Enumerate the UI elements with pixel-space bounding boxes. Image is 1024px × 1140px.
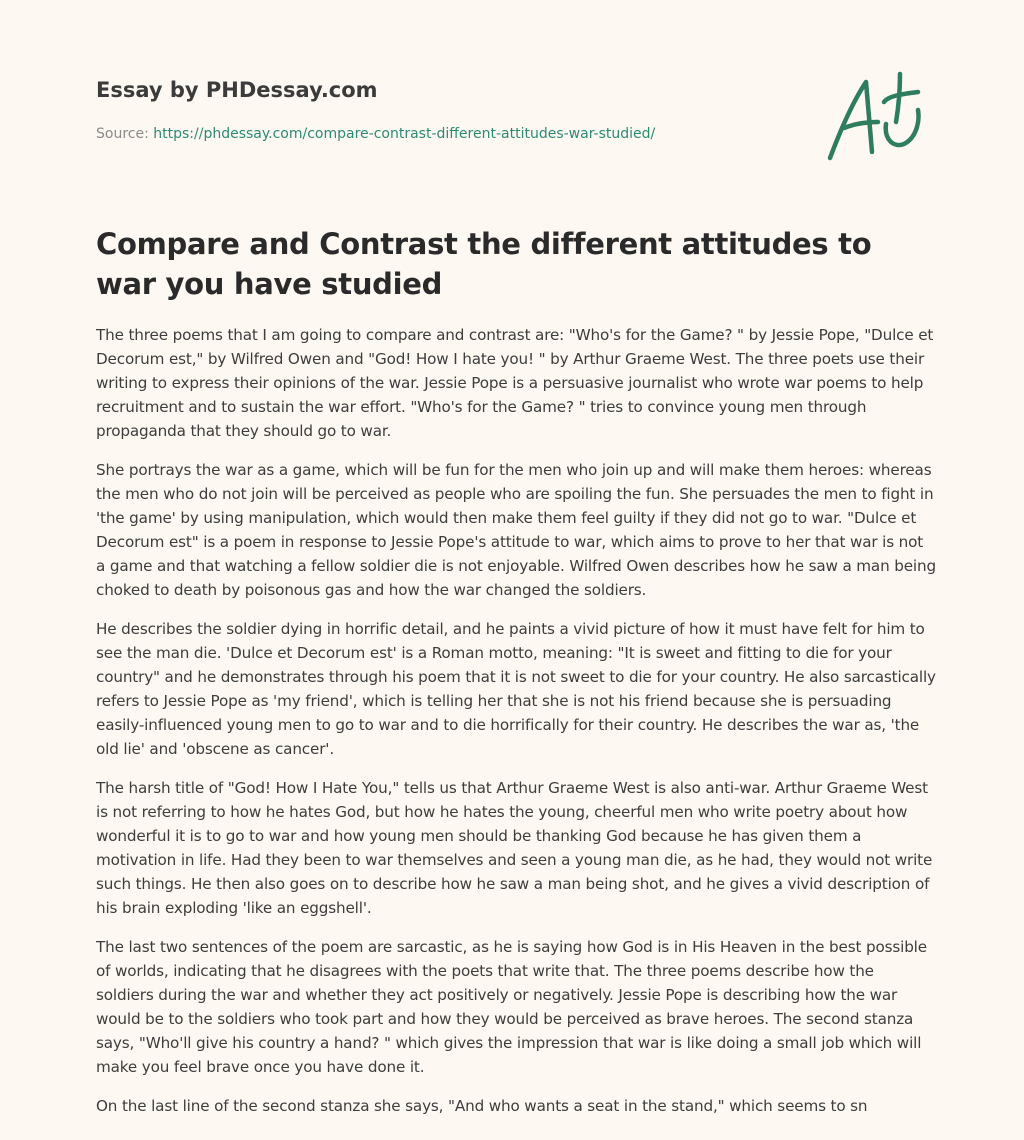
essay-body: [96, 323, 936, 1133]
essay-paragraph: She portrays the war as a game, which will be fun for the men who join up and will make them heroes: whereas the men who do not join will be perceived as people who are spoiling the fun. She persuades the men to fight in 'the game' by using manipulation, which would then make them feel guilty if they did not go to war. "Dulce et Decorum est" is a poem in response to Jessie Pope's attitude to war, which aims to prove to her that war is not a game and that watching a fellow soldier die is not enjoyable. Wilfred Owen describes how he saw a man being choked to death by poisonous gas and how the war changed the soldiers.: [96, 461, 936, 599]
source-link[interactable]: https://phdessay.com/compare-contrast-different-attitudes-war-studied/: [153, 126, 656, 142]
essay-paragraph: The harsh title of "God! How I Hate You," tells us that Arthur Graeme West is also anti-war. Arthur Graeme West is not referring to how he hates God, but how he hates the young, cheerful men who write poetry about how wonderful it is to go to war and how young men should be thanking God because he has given them a motivation in life. Had they been to war themselves and seen a young man die, as he had, they would not write such things. He then also goes on to describe how he saw a man being shot, and he gives a vivid description of his brain exploding 'like an eggshell'.: [96, 779, 933, 917]
source-line: [96, 124, 796, 144]
source-label: Source:: [96, 126, 154, 142]
essay-paragraph: The last two sentences of the poem are sarcastic, as he is saying how God is in His Heaven in the best possible of worlds, indicating that he disagrees with the poets that write that. The three poems describe how the soldiers during the war and whether they act positively or negatively. Jessie Pope is describing how the war would be to the soldiers who took part and how they would be perceived as brave heroes. The second stanza says, "Who'll give his country a hand? " which gives the impression that war is like doing a small job which will make you feel brave once you have done it.: [96, 938, 927, 1076]
essay-paragraph: The three poems that I am going to compare and contrast are: "Who's for the Game? " by Jessie Pope, "Dulce et Decorum est," by Wilfred Owen and "God! How I hate you! " by Arthur Graeme West. The three poets use their writing to express their opinions of the war. Jessie Pope is a persuasive journalist who wrote war poems to help recruitment and to sustain the war effort. "Who's for the Game? " tries to convince young men through propaganda that they should go to war.: [96, 326, 934, 440]
a-plus-logo-icon: [820, 66, 930, 166]
essay-paragraph: On the last line of the second stanza she says, "And who wants a seat in the stand," which seems to sn: [96, 1097, 868, 1115]
site-title: Essay by PHDessay.com: [96, 78, 378, 102]
essay-header: [96, 76, 796, 144]
essay-title: Compare and Contrast the different attitudes to war you have studied: [96, 227, 872, 301]
essay-paragraph: He describes the soldier dying in horrific detail, and he paints a vivid picture of how it must have felt for him to see the man die. 'Dulce et Decorum est' is a Roman motto, meaning: "It is sweet and fitting to die for your country" and he demonstrates through his poem that it is not sweet to die for your country. He also sarcastically refers to Jessie Pope as 'my friend', which is telling her that she is not his friend because she is persuading easily-influenced young men to go to war and to die horrifically for their country. He describes the war as, 'the old lie' and 'obscene as cancer'.: [96, 620, 936, 758]
